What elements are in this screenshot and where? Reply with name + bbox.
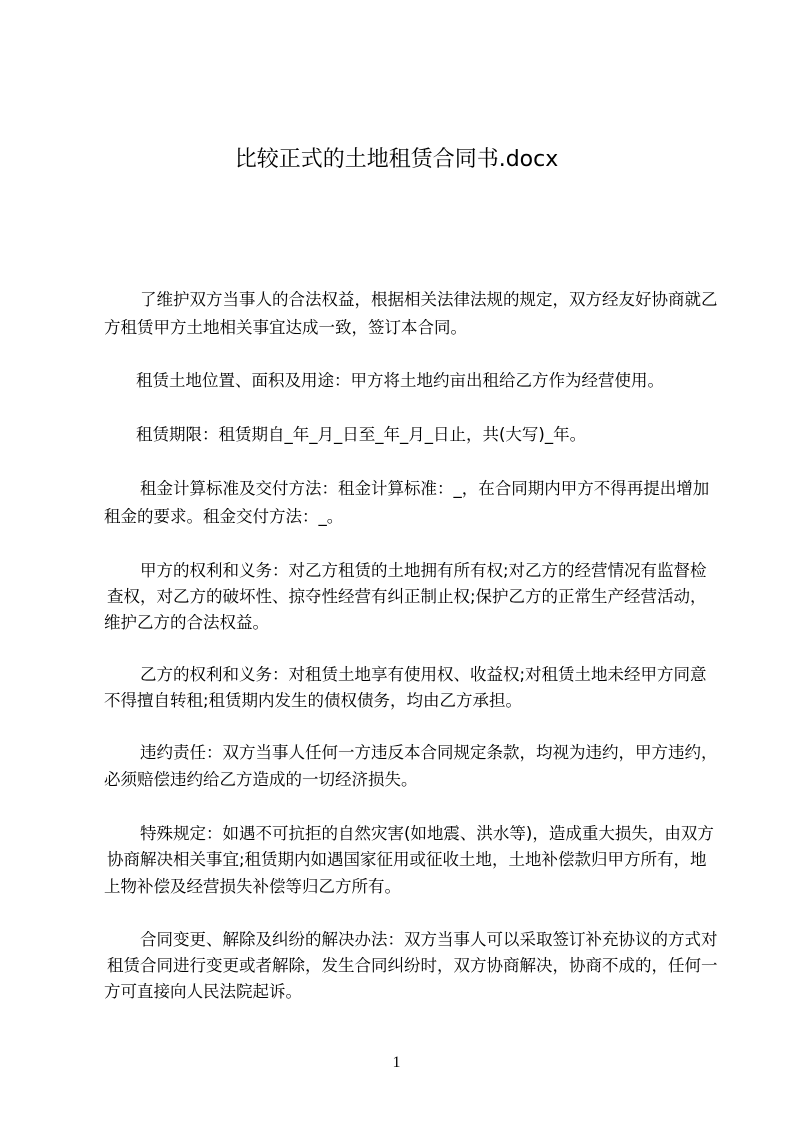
paragraph-line: 不得擅自转租;租赁期内发生的债权债务，均由乙方承担。: [104, 691, 523, 710]
paragraph-line: 租金的要求。租金交付方法：_。: [104, 507, 344, 526]
paragraph-line: 合同变更、解除及纠纷的解决办法：双方当事人可以采取签订补充协议的方式对: [140, 930, 718, 949]
paragraph-line: 乙方的权利和义务：对租赁土地享有使用权、收益权;对租赁土地未经甲方同意: [140, 665, 707, 684]
paragraph-line: 必须赔偿违约给乙方造成的一切经济损失。: [104, 770, 418, 789]
paragraph-line: 查权，对乙方的破坏性、掠夺性经营有纠正制止权;保护乙方的正常生产经营活动，: [107, 587, 707, 606]
paragraph-line: 特殊规定：如遇不可抗拒的自然灾害(如地震、洪水等)，造成重大损失，由双方: [140, 824, 714, 843]
paragraph-line: 了维护双方当事人的合法权益，根据相关法律法规的规定，双方经友好协商就乙: [140, 290, 718, 309]
paragraph-line: 违约责任：双方当事人任何一方违反本合同规定条款，均视为违约，甲方违约，: [140, 743, 718, 762]
paragraph-line: 协商解决相关事宜;租赁期内如遇国家征用或征收土地，土地补偿款归甲方所有，地: [107, 850, 707, 869]
paragraph-line: 租赁土地位置、面积及用途：甲方将土地约亩出租给乙方作为经营使用。: [136, 371, 664, 390]
document-title: 比较正式的土地租赁合同书.docx: [234, 147, 559, 172]
paragraph-line: 方租赁甲方土地相关事宜达成一致，签订本合同。: [104, 318, 467, 337]
paragraph-line: 甲方的权利和义务：对乙方租赁的土地拥有所有权;对乙方的经营情况有监督检: [140, 561, 707, 580]
paragraph-line: 租赁合同进行变更或者解除，发生合同纠纷时，双方协商解决，协商不成的，任何一: [107, 956, 718, 975]
page-number: 1: [392, 1054, 401, 1071]
paragraph-line: 租金计算标准及交付方法：租金计算标准：_，在合同期内甲方不得再提出增加: [140, 479, 710, 498]
paragraph-line: 上物补偿及经营损失补偿等归乙方所有。: [104, 877, 401, 896]
paragraph-line: 方可直接向人民法院起诉。: [104, 982, 302, 1001]
paragraph-line: 租赁期限：租赁期自_年_月_日至_年_月_日止，共(大写)_年。: [136, 425, 587, 444]
paragraph-line: 维护乙方的合法权益。: [104, 613, 269, 632]
